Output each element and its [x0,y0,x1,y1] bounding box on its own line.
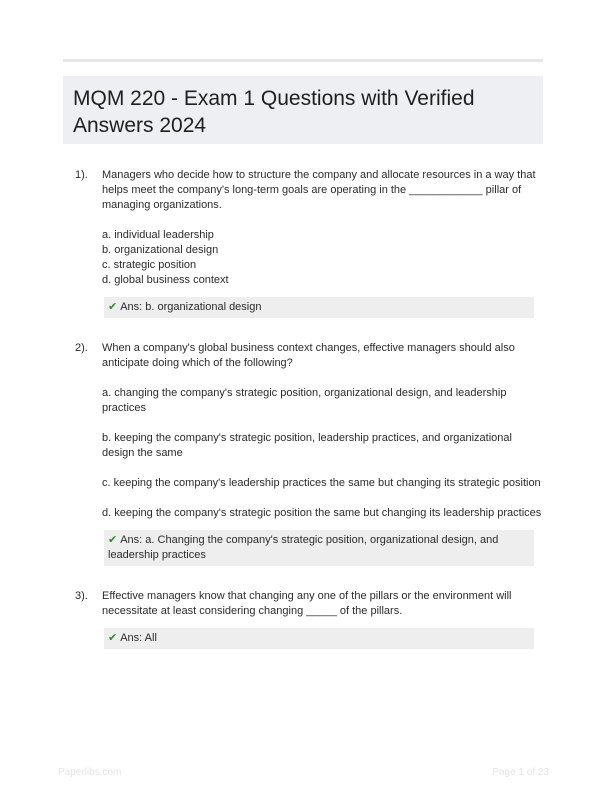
answer-box [104,628,534,649]
option-b: b. keeping the company's strategic position, leadership practices, and organizational design the same [102,432,512,459]
top-divider [63,59,543,62]
check-icon: ✔ [108,632,118,644]
answer-text: Ans: a. Changing the company's strategic position, organizational design, and leadership practices [108,534,499,561]
option-a: a. changing the company's strategic position, organizational design, and leadership practices [102,387,507,414]
answer-box [104,297,534,318]
footer-site: Paperlibs.com [58,767,122,778]
question-2 [75,341,545,566]
question-text: Managers who decide how to structure the company and allocate resources in a way that helps meet the company's long-term goals are operating in the ____________ pillar of managing organizations. [102,169,536,211]
question-number: 1). [75,169,88,181]
footer-page-number: Page 1 of 23 [492,767,549,778]
options-list [102,228,545,288]
option-c: c. strategic position [102,259,197,271]
option-d: d. keeping the company's strategic position the same but changing its leadership practices [102,507,542,519]
title-banner [63,76,543,144]
question-3 [75,589,545,649]
answer-text: Ans: b. organizational design [120,301,262,313]
option-b: b. organizational design [102,244,219,256]
question-number: 3). [75,590,88,602]
options-list [102,386,545,521]
question-1 [75,168,545,318]
answer-text: Ans: All [120,632,157,644]
check-icon: ✔ [108,301,118,313]
answer-box [104,530,534,566]
question-text: Effective managers know that changing any one of the pillars or the environment will necessitate at least considering changing _____ of the pillars. [102,590,512,617]
question-number: 2). [75,342,88,354]
check-icon: ✔ [108,534,118,546]
option-a: a. individual leadership [102,229,214,241]
question-text: When a company's global business context changes, effective managers should also anticipate doing which of the following? [102,342,515,369]
option-d: d. global business context [102,274,229,286]
page-title: MQM 220 - Exam 1 Questions with Verified Answers 2024 [73,87,475,137]
option-c: c. keeping the company's leadership practices the same but changing its strategic position [102,477,541,489]
